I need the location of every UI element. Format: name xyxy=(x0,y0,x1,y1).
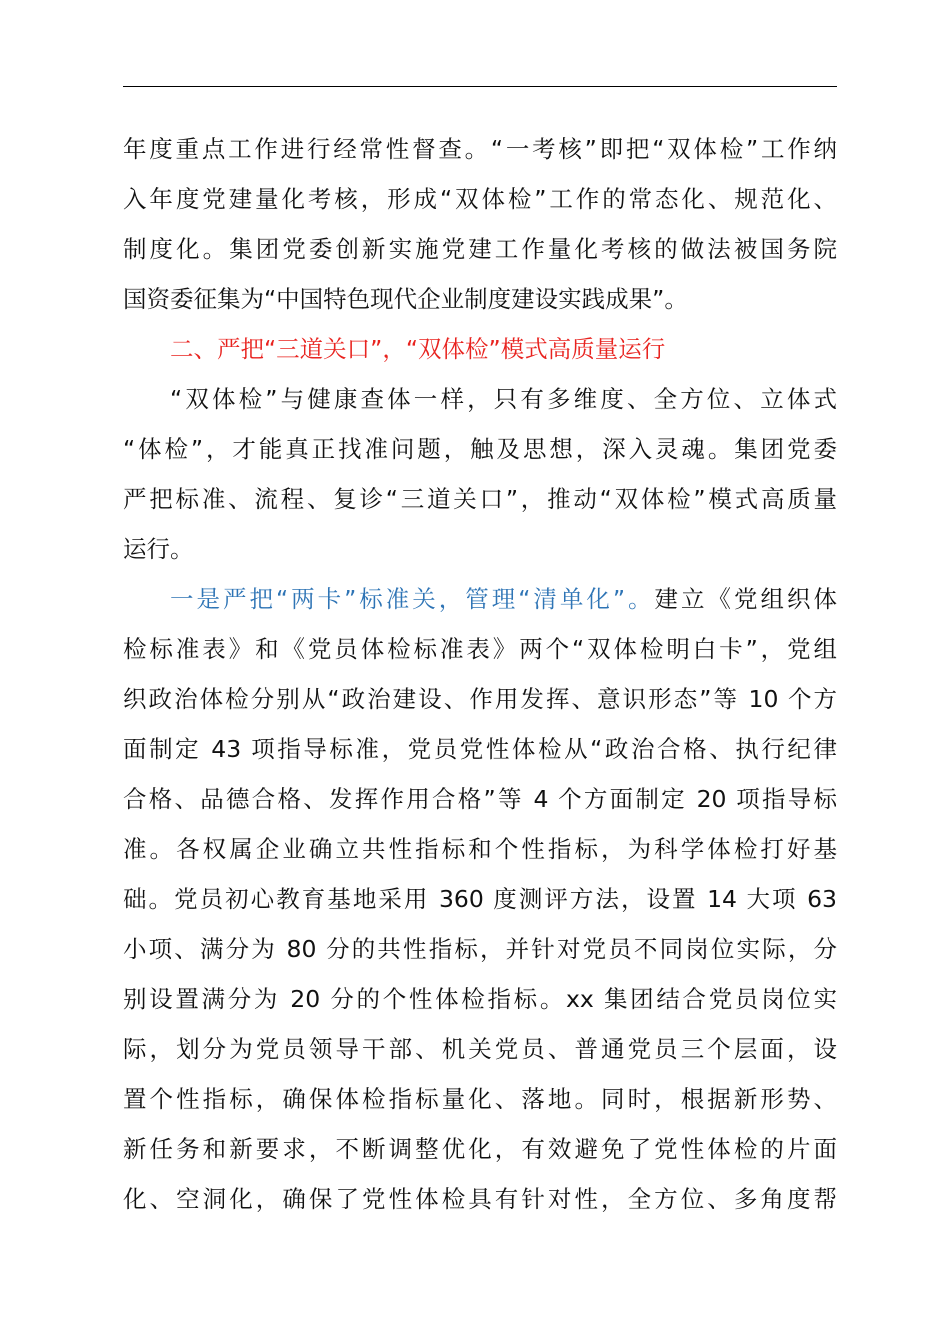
text-line: 运行。 xyxy=(123,535,194,563)
text-line: 织政治体检分别从“政治建设、作用发挥、意识形态”等 10 个方 xyxy=(123,685,837,713)
text-line: 年度重点工作进行经常性督查。“一考核”即把“双体检”工作纳 xyxy=(123,135,837,163)
text-line: 小项、满分为 80 分的共性指标，并针对党员不同岗位实际，分 xyxy=(123,935,837,963)
text-line: 严把标准、流程、复诊“三道关口”，推动“双体检”模式高质量 xyxy=(123,485,837,513)
text-line: 面制定 43 项指导标准，党员党性体检从“政治合格、执行纪律 xyxy=(123,735,837,763)
text-line: “双体检”与健康查体一样，只有多维度、全方位、立体式 xyxy=(170,385,837,413)
paragraph-detail xyxy=(123,574,837,1224)
text-line: 别设置满分为 20 分的个性体检指标。xx 集团结合党员岗位实 xyxy=(123,985,837,1013)
header-rule xyxy=(123,86,837,87)
text-line: 入年度党建量化考核，形成“双体检”工作的常态化、规范化、 xyxy=(123,185,837,213)
document-body xyxy=(123,124,837,1224)
text-run: 建立《党组织体 xyxy=(654,585,837,613)
section-heading: 二、严把“三道关口”，“双体检”模式高质量运行 xyxy=(170,335,666,363)
text-line-with-subheading xyxy=(123,574,837,624)
text-line: 制度化。集团党委创新实施党建工作量化考核的做法被国务院 xyxy=(123,235,837,263)
text-line: 际，划分为党员领导干部、机关党员、普通党员三个层面，设 xyxy=(123,1035,837,1063)
text-line: 化、空洞化，确保了党性体检具有针对性，全方位、多角度帮 xyxy=(123,1185,837,1213)
paragraph-continued xyxy=(123,124,837,324)
text-line: 置个性指标，确保体检指标量化、落地。同时，根据新形势、 xyxy=(123,1085,837,1113)
paragraph-intro xyxy=(123,374,837,574)
text-line: 检标准表》和《党员体检标准表》两个“双体检明白卡”，党组 xyxy=(123,635,837,663)
text-line: 准。各权属企业确立共性指标和个性指标，为科学体检打好基 xyxy=(123,835,837,863)
text-line: “体检”，才能真正找准问题，触及思想，深入灵魂。集团党委 xyxy=(123,435,837,463)
text-line: 国资委征集为“中国特色现代企业制度建设实践成果”。 xyxy=(123,285,688,313)
text-line: 础。党员初心教育基地采用 360 度测评方法，设置 14 大项 63 xyxy=(123,885,837,913)
text-line: 新任务和新要求，不断调整优化，有效避免了党性体检的片面 xyxy=(123,1135,837,1163)
subheading: 一是严把“两卡”标准关，管理“清单化”。 xyxy=(170,585,655,613)
text-line: 合格、品德合格、发挥作用合格”等 4 个方面制定 20 项指导标 xyxy=(123,785,837,813)
